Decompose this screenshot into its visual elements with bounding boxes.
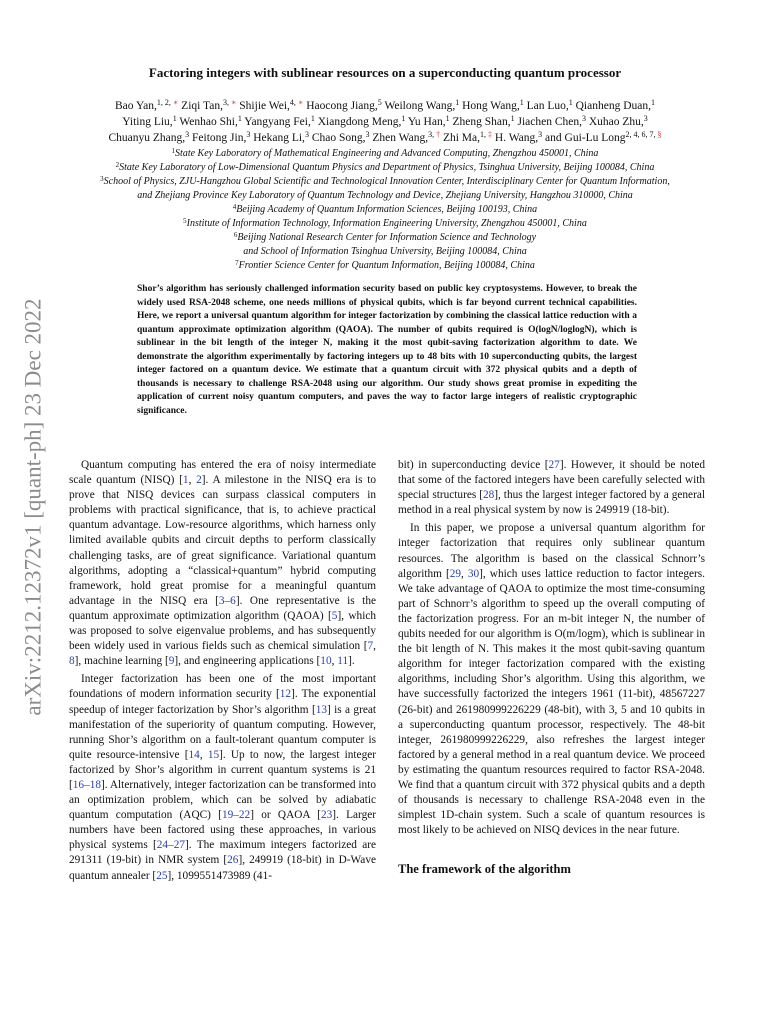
affiliation-number: 5 [183, 217, 187, 225]
citation-link[interactable]: 12 [279, 688, 292, 701]
affiliation-number: 6 [233, 231, 238, 239]
author-affiliation-number: 2, 4, 6, 7, [625, 130, 658, 139]
author [306, 100, 382, 112]
author-affiliation-number: 1 [510, 114, 515, 123]
affiliation [70, 147, 700, 161]
author-affiliation-number: 1 [237, 114, 242, 123]
citation-link[interactable]: 14 [188, 748, 200, 761]
author-list [70, 98, 700, 146]
author-affiliation-number: 1 [651, 98, 655, 107]
affiliation [70, 245, 700, 259]
text-run: ]. The exponential speedup of integer factorization by Shor’s algorithm [ [69, 688, 376, 716]
author-affiliation-number: 1 [519, 98, 524, 107]
text-run: , [331, 655, 338, 668]
text-run: ]. However, it should be noted that some of the factored integers have been carefully selected with special structures [ [398, 459, 705, 502]
affiliation-text: State Key Laboratory of Mathematical Engineering and Advanced Computing, Zhengzhou 450001, China [175, 148, 599, 159]
author-affiliation-number: 3, [428, 130, 437, 139]
citation-link[interactable]: 3–6 [218, 594, 236, 607]
author-name: Bao Yan, [115, 100, 157, 112]
author-affiliation-number: 3 [643, 114, 648, 123]
author-name: Yiting Liu, [122, 116, 173, 128]
author-affiliation-number: 4, [289, 98, 298, 107]
paragraph [69, 458, 376, 669]
author-name: Wenhao Shi, [179, 116, 238, 128]
citation-link[interactable]: 9 [168, 655, 175, 668]
author [181, 100, 236, 112]
text-run: ]. [348, 655, 355, 668]
author-name: Chao Song, [311, 132, 366, 144]
author [192, 132, 250, 144]
affiliation [70, 217, 700, 231]
author [495, 132, 542, 144]
author-name: Xiangdong Meng, [317, 116, 402, 128]
paragraph [398, 458, 705, 518]
arxiv-identifier [14, 262, 54, 752]
abstract: Shor’s algorithm has seriously challenged information security based on public key cryptosystems. However, to break the widely used RSA-2048 scheme, one needs millions of physical qubits, which is far beyond current technical capabilities. Here, we report a universal quantum algorithm for integer factorization by combining the classical lattice reduction with a quantum approximate optimization algorithm (QAOA). The number of qubits required is O(logN/loglogN), which is sublinear in the bit length of the integer N, making it the most qubit-saving factorization algorithm to date. We demonstrate the algorithm experimentally by factoring integers up to 48 bits with 10 superconducting qubits, the largest integer factored on a quantum device. We estimate that a quantum circuit with 372 physical qubits and a depth of thousands is necessary to challenge RSA-2048 using our algorithm. Our study shows great promise in expediting the application of current noisy quantum computers, and paves the way to factor large integers of realistic cryptographic significance. [137, 284, 637, 416]
author [527, 100, 573, 112]
citation-link[interactable]: 10 [320, 655, 332, 668]
text-run: ], machine learning [ [74, 655, 169, 668]
author-name: Feitong Jin, [192, 132, 247, 144]
affiliation-number: 1 [171, 147, 176, 155]
affiliation [70, 231, 700, 245]
text-run: ]. A milestone in the NISQ era is to prove that NISQ devices can surpass classical computers in problems with practical significance, that is, to achieve practical quantum advantage. Low-resource algorithms, which harness only limited available qubits and circuit depths to perform classically challenging tasks, are of great significance. Variational quantum algorithms, adopting a “classical+quantum” hybrid computing framework, hold great promise for a meaningful quantum advantage in the NISQ era [ [69, 474, 377, 607]
text-run: ]. Up to now, the largest integer factorized by Shor’s algorithm in current quantum systems is 21 [ [69, 748, 376, 791]
citation-link[interactable]: 27 [548, 459, 560, 471]
citation-link[interactable]: 5 [331, 609, 338, 622]
author [244, 116, 315, 128]
affiliation-text: Beijing National Research Center for Information Science and Technology [237, 232, 537, 243]
author [443, 132, 492, 144]
paper-title: Factoring integers with sublinear resources on a superconducting quantum processor [148, 65, 622, 80]
affiliation-list [70, 147, 700, 273]
author [545, 132, 661, 144]
citation-link[interactable]: 30 [467, 567, 480, 580]
text-run: , [199, 748, 208, 761]
text-run: ]. The maximum integers factorized are 291311 (19-bit) in NMR system [ [69, 839, 376, 867]
citation-link[interactable]: 13 [315, 703, 328, 716]
affiliation [70, 161, 700, 175]
author [384, 100, 459, 112]
author-affiliation-number: 1 [568, 98, 573, 107]
text-run: ], which was proposed to solve eigenvalue problems, and has subsequently been widely used in various fields such as chemical simulation [ [69, 609, 376, 653]
author-affiliation-number: 1 [401, 114, 406, 123]
author [452, 116, 514, 128]
author-affiliation-number: 3 [246, 130, 251, 139]
author-line [70, 130, 700, 146]
author-name: Xuhao Zhu, [588, 116, 644, 128]
author-footnote-mark: ∗ [172, 98, 179, 107]
author-affiliation-number: 3 [581, 114, 586, 123]
author-affiliation-number: 3 [185, 130, 190, 139]
author-affiliation-number: 3 [304, 130, 309, 139]
paragraph [69, 672, 376, 883]
affiliation [70, 203, 700, 217]
text-run: ]. One representative is the quantum approximate optimization algorithm (QAOA) [ [69, 594, 376, 622]
author-footnote-mark: ‡ [488, 130, 493, 139]
author-name: Yu Han, [407, 116, 446, 128]
author [589, 116, 648, 128]
author [318, 116, 406, 128]
author-line [70, 114, 700, 130]
citation-link[interactable]: 8 [69, 655, 75, 668]
section-heading: The framework of the algorithm [398, 862, 571, 877]
citation-link[interactable]: 2 [196, 474, 202, 487]
text-run: ]. Larger numbers have been factored using these approaches, in various physical systems [ [69, 809, 376, 852]
author [576, 100, 655, 112]
author [122, 116, 176, 128]
text-run: Integer factorization has been one of the most important foundations of modern information security [ [69, 673, 376, 701]
affiliation-number: 4 [232, 203, 237, 211]
author-name: Yangyang Fei, [244, 116, 311, 128]
affiliation-number: 2 [115, 161, 120, 169]
author [179, 116, 241, 128]
author-name: Qianheng Duan, [575, 100, 651, 112]
text-run: ], 249919 (18-bit) in D-Wave quantum annealer [ [69, 854, 376, 882]
author-name: Chuanyu Zhang, [108, 132, 186, 144]
author [517, 116, 586, 128]
author-affiliation-number: 1 [310, 114, 315, 123]
author-name: and Gui-Lu Long [545, 132, 626, 144]
paragraph [398, 521, 705, 838]
body-column-right [398, 458, 705, 877]
citation-link[interactable]: 24–27 [156, 839, 186, 852]
author-name: Zheng Shan, [452, 116, 511, 128]
author-affiliation-number: 1 [445, 114, 450, 123]
author-affiliation-number: 5 [377, 98, 382, 107]
author-name: Haocong Jiang, [306, 100, 378, 112]
affiliation-number: 7 [235, 259, 239, 267]
affiliation-text: and Zhejiang Province Key Laboratory of Quantum Technology and Device, Zhejiang University, Hangzhou 310000, China [137, 190, 633, 201]
author-name: Ziqi Tan, [181, 100, 223, 112]
author-affiliation-number: 1 [455, 98, 460, 107]
affiliation-text: and School of Information Tsinghua University, Beijing 100084, China [243, 246, 527, 257]
author [253, 132, 309, 144]
text-run: bit) in superconducting device [ [398, 459, 549, 471]
citation-link[interactable]: 1 [182, 474, 189, 487]
affiliation-text: Beijing Academy of Quantum Information Sciences, Beijing 100193, China [236, 204, 538, 215]
citation-link[interactable]: 25 [156, 869, 168, 882]
author-footnote-mark: † [436, 130, 441, 139]
citation-link[interactable]: 29 [449, 567, 462, 580]
author-name: Jiachen Chen, [517, 116, 582, 128]
author-line [70, 98, 700, 114]
author-affiliation-number: 1, 2, [156, 98, 173, 107]
text-run: ], which uses lattice reduction to factor integers. We take advantage of QAOA to optimize the most time-consuming part of Schnorr’s algorithm to speed up the overall computing of the factorization progress. For an m-bit integer N, the number of qubits needed for our algorithm is O(m/logm), which is sublinear in the bit length of N. This makes it the most qubit-saving quantum algorithm for integer factorization compared with the existing algorithms, including Shor’s algorithm. Using this algorithm, we have successfully factorized the integers 1961 (11-bit), 48567227 (26-bit) and 261980999226229 (48-bit), with 3, 5 and 10 qubits in a superconducting quantum processor, respectively. The 48-bit integer, 261980999226229, also refreshes the largest integer factored by a general method in a real quantum device. We proceed by estimating the quantum resources required to factor RSA-2048. We find that a quantum circuit with 372 physical qubits and a depth of thousands is necessary to challenge RSA-2048 even in the simplest 1D-chain system. Such a scale of quantum resources is most likely to be achieved on NISQ devices in the near future. [398, 567, 705, 837]
author [312, 132, 370, 144]
body-column-left [69, 458, 376, 884]
affiliation-text: Frontier Science Center for Quantum Information, Beijing 100084, China [238, 260, 535, 271]
citation-link[interactable]: 15 [207, 748, 220, 761]
citation-link[interactable]: 11 [337, 655, 349, 668]
author-name: Shijie Wei, [239, 100, 290, 112]
author-footnote-mark: § [657, 130, 662, 139]
text-run: ]. Alternatively, integer factorization can be transformed into an optimization problem, which can be solved by adiabatic quantum computation (AQC) [ [69, 778, 376, 822]
text-run: ], thus the largest integer factored by a general method in a real physical system by now is 249919 (18-bit). [398, 489, 705, 517]
author [239, 100, 303, 112]
affiliation-text: School of Physics, ZJU-Hangzhou Global Scientific and Technological Innovation Center, Interdisciplinary Center for Quantum Information, [103, 176, 670, 187]
citation-link[interactable]: 16–18 [72, 778, 102, 791]
citation-link[interactable]: 26 [227, 854, 239, 867]
author-affiliation-number: 3 [538, 130, 543, 139]
text-run: ] or QAOA [ [250, 809, 321, 822]
author-affiliation-number: 3 [365, 130, 370, 139]
author-name: Zhi Ma, [442, 132, 481, 144]
paper-header [70, 64, 700, 273]
author-footnote-mark: ∗ [230, 98, 237, 107]
affiliation-text: State Key Laboratory of Low-Dimensional Quantum Physics and Department of Physics, Tsinghua University, Beijing 100084, China [119, 162, 655, 173]
author [462, 100, 524, 112]
author-affiliation-number: 3, [222, 98, 231, 107]
affiliation-text: Institute of Information Technology, Information Engineering University, Zhengzhou 450001, China [186, 218, 587, 229]
author-affiliation-number: 1 [172, 114, 177, 123]
text-run: Quantum computing has entered the era of noisy intermediate scale quantum (NISQ) [ [69, 459, 376, 487]
text-run: In this paper, we propose a universal quantum algorithm for integer factorization that requires only sublinear quantum resources. The algorithm is based on the classical Schnorr’s algorithm [ [398, 522, 705, 580]
citation-link[interactable]: 19–22 [221, 809, 251, 822]
author-affiliation-number: 1, [480, 130, 489, 139]
text-run: , [188, 474, 197, 487]
affiliation-number: 3 [100, 175, 104, 183]
author [372, 132, 440, 144]
arxiv-stamp-text: arXiv:2212.12372v1 [quant-ph] 23 Dec 2022 [21, 298, 46, 716]
author-name: Hekang Li, [253, 132, 305, 144]
citation-link[interactable]: 28 [482, 489, 495, 502]
author-name: Hong Wang, [462, 100, 520, 112]
author-footnote-mark: ∗ [297, 98, 304, 107]
author-name: Weilong Wang, [384, 100, 456, 112]
affiliation [70, 259, 700, 273]
affiliation [70, 189, 700, 203]
affiliation [70, 175, 700, 189]
text-run: , [373, 640, 376, 653]
citation-link[interactable]: 23 [320, 809, 333, 822]
author [108, 132, 189, 144]
text-run: ], 1099551473989 (41- [167, 869, 272, 882]
text-run: ] is a great manifestation of the superiority of quantum computing. However, running Shor’s algorithm on a fault-tolerant quantum computer is quite resource-intensive [ [69, 703, 376, 761]
text-run: ], and engineering applications [ [174, 655, 321, 668]
author-name: H. Wang, [494, 132, 539, 144]
author-name: Zhen Wang, [372, 132, 429, 144]
text-run: , [461, 567, 468, 580]
author-name: Lan Luo, [526, 100, 569, 112]
citation-link[interactable]: 7 [367, 640, 374, 653]
author [115, 100, 178, 112]
author [408, 116, 450, 128]
